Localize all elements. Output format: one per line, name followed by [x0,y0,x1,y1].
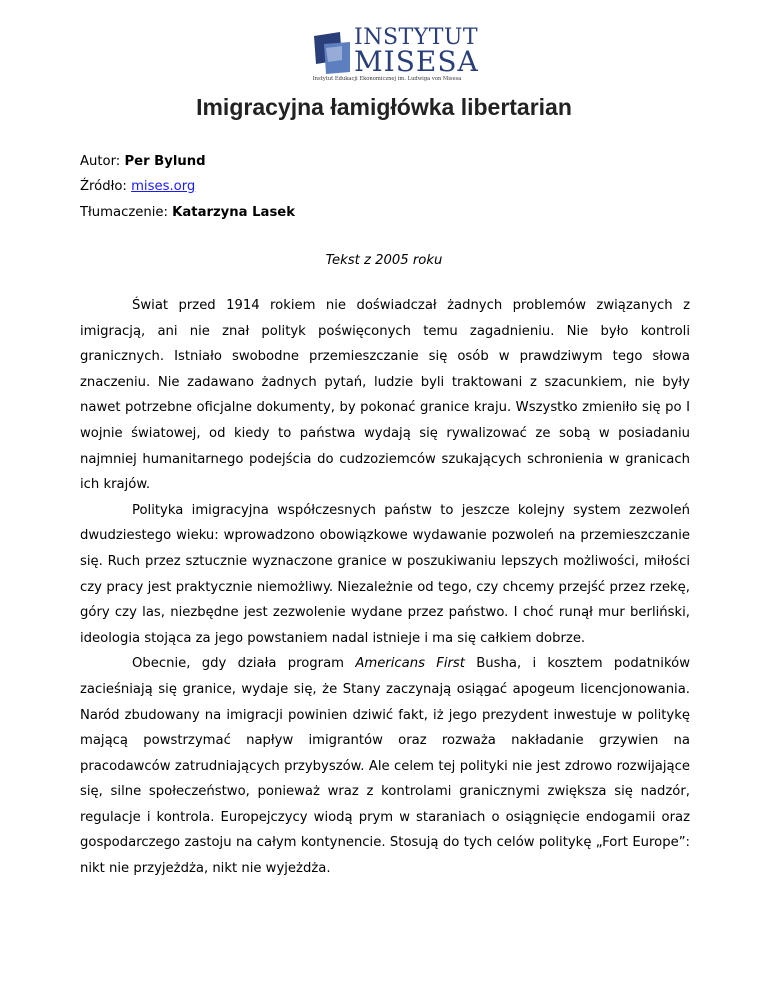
author-line [80,154,206,170]
document-title: Imigracyjna łamigłówka libertarian [196,94,572,120]
institute-logo [310,25,479,82]
logo-subtitle: Instytut Edukacji Ekonomicznej im. Ludwiga von Misesa [312,76,462,82]
article-body [80,293,690,882]
logo-name-line1: INSTYTUT [354,25,479,50]
paragraph-3 [80,651,690,881]
source-line [80,179,195,195]
author-name: Per Bylund [124,154,206,169]
translator-name: Katarzyna Lasek [172,205,296,220]
program-name: Americans First [355,656,465,672]
translation-line [80,205,295,221]
logo-mark-icon [310,30,352,74]
paragraph-3-start: Obecnie, gdy działa program [132,656,356,672]
document-subtitle: Tekst z 2005 roku [325,253,443,268]
paragraph-1: Świat przed 1914 rokiem nie doświadczał żadnych problemów związanych z imigracją, ani nie znał polityk poświęconych temu zagadnieniu. Nie było kontroli granicznych. Istniało swobodne przemieszczanie się osób w prawdziwym tego słowa znaczeniu. Nie zadawano żadnych pytań, ludzie byli traktowani z szacunkiem, nie były nawet potrzebne oficjalne dokumenty, by pokonać granice kraju. Wszystko zmieniło się po I wojnie światowej, od kiedy to państwa wydają się rywalizować ze sobą w posiadaniu najmniej humanitarnego podejścia do cudzoziemców szukających schronienia w granicach ich krajów. [80,298,690,493]
source-label: Źródło: [80,179,127,194]
author-label: Autor: [80,154,121,169]
source-link[interactable]: mises.org [131,179,196,194]
paragraph-3-rest: Busha, i kosztem podatników zacieśniają się granice, wydaje się, że Stany zaczynają osiągać apogeum licencjonowania. Naród zbudowany na imigracji powinien dziwić fakt, iż jego prezydent inwestuje w politykę mającą powstrzymać napływ imigrantów oraz rozważa nakładanie grzywien na pracodawców zatrudniających przybyszów. Ale celem tej polityki nie jest zdrowo rozwijające się, silne społeczeństwo, ponieważ wraz z kontrolami granicznymi zwiększa się nadzór, regulacje i kontrola. Europejczycy wiodą prym w staraniach o osiągnięcie endogamii oraz gospodarczego zastoju na całym kontynencie. Stosują do tych celów politykę „Fort Europe”: nikt nie przyjeżdża, nikt nie wyjeżdża. [80,656,690,877]
translation-label: Tłumaczenie: [80,205,168,220]
logo-name-line2: MISESA [354,45,479,78]
paragraph-2: Polityka imigracyjna współczesnych państw to jeszcze kolejny system zezwoleń dwudziestego wieku: wprowadzono obowiązkowe wydawanie pozwoleń na przemieszczanie się. Ruch przez sztucznie wyznaczone granice w poszukiwaniu lepszych możliwości, miłości czy pracy jest praktycznie niemożliwy. Niezależnie od tego, czy chcemy przejść przez rzekę, góry czy las, niezbędne jest zezwolenie wydane przez państwo. I choć runął mur berliński, ideologia stojąca za jego powstaniem nadal istnieje i ma się całkiem dobrze. [80,502,690,646]
